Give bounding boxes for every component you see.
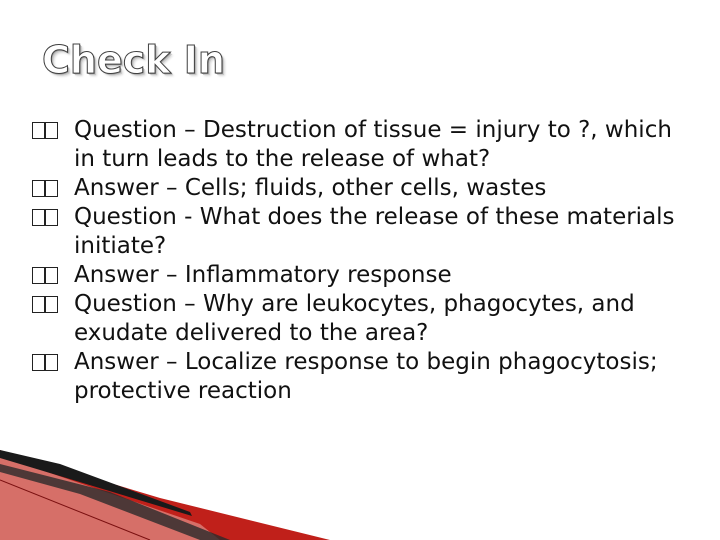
missing-glyph-icon [32, 180, 45, 197]
missing-glyph-icon [45, 354, 58, 371]
corner-decoration [0, 450, 330, 540]
missing-glyph-icon [45, 180, 58, 197]
missing-glyph-icon [45, 267, 58, 284]
bullet-text: Question – Destruction of tissue = injury to ?, which in turn leads to the release of what? [74, 117, 672, 172]
missing-glyph-icon [45, 209, 58, 226]
missing-glyph-icon [32, 209, 45, 226]
bullet-text: Answer – Cells; fluids, other cells, wastes [74, 175, 547, 201]
missing-glyph-icon [32, 267, 45, 284]
slide-title: Check In [42, 38, 225, 82]
missing-glyph-icon [45, 122, 58, 139]
missing-glyph-icon [32, 354, 45, 371]
bullet-item [30, 261, 700, 290]
missing-glyph-icon [45, 296, 58, 313]
bullet-text: Question - What does the release of these materials initiate? [74, 204, 675, 259]
bullet-item [30, 290, 700, 348]
missing-glyph-icon [32, 122, 45, 139]
bullet-text: Answer – Inflammatory response [74, 262, 452, 288]
bullet-text: Answer – Localize response to begin phagocytosis; protective reaction [74, 349, 658, 404]
bullet-text: Question – Why are leukocytes, phagocytes, and exudate delivered to the area? [74, 291, 635, 346]
missing-glyph-icon [32, 296, 45, 313]
bullet-item [30, 348, 700, 406]
bullet-item [30, 203, 700, 261]
bullet-item [30, 174, 700, 203]
bullet-list [30, 116, 700, 406]
bullet-item [30, 116, 700, 174]
